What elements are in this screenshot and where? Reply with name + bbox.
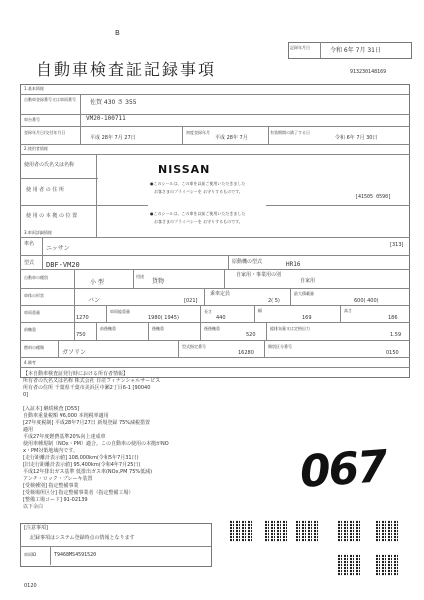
first-reg-label: 登録年月日/交付年月日: [24, 130, 66, 135]
type-number-label: 型式指定番号: [182, 344, 206, 349]
qr-code-5: [376, 520, 398, 542]
front-axle-label: 前軸重: [24, 327, 36, 332]
remarks-line: [受検種別] 指定整備事業: [23, 483, 79, 489]
kind-value: 小 型: [90, 279, 104, 286]
qr-code-4: [338, 520, 360, 542]
document-title: 自動車検査証記録事項: [36, 60, 217, 79]
make-label: 車名: [24, 241, 35, 247]
form-b-mark: B: [115, 29, 120, 37]
page-code: 0120: [24, 583, 37, 589]
expiry-label: 有効期間の満了する日: [270, 130, 310, 135]
usage-base-label: 使 用 の 本 拠 の 位 置: [26, 213, 78, 219]
remarks-line: 使用車種規制（NOx・PM）適合。この自動車の使用の本拠がNO: [23, 441, 169, 447]
class-number-value: 0150: [386, 350, 399, 356]
front-axle-value: 750: [76, 332, 86, 338]
height-value: 186: [388, 315, 398, 321]
rear-rear-axle-label: 後後軸重: [204, 326, 220, 331]
reg-number-label: 自動車登録番号又は車両番号: [24, 97, 76, 102]
engine-label: 原動機の型式: [232, 259, 263, 265]
privacy-sticker: [148, 158, 266, 210]
use-value: 貨物: [152, 278, 165, 285]
notes-text: 記録事項はシステム登録時点の情報となります: [30, 535, 135, 541]
body-code: [021]: [184, 298, 198, 304]
type-number-value: 16280: [238, 350, 254, 356]
length-label: 長さ: [204, 309, 212, 314]
fuel-label: 燃料の種類: [24, 345, 44, 350]
qr-code-1: [230, 520, 252, 542]
document-number: 913230148169: [350, 69, 387, 75]
reg-number-value: 佐賀 430 さ 355: [90, 99, 137, 106]
body-value: バン: [88, 297, 101, 304]
sticker-code: [41505 0590]: [355, 194, 392, 200]
remarks-line: 0]: [23, 392, 29, 398]
user-section-title: 2.使用者情報: [24, 146, 48, 151]
displacement-value: 1.59: [390, 332, 402, 338]
qr-code-3: [296, 520, 318, 542]
make-code: [313]: [390, 242, 404, 248]
remarks-line: [走行距離計表示値] 108,000km(令和5年7月31日): [23, 455, 139, 461]
vehicle-id-label: 車両ID: [24, 552, 37, 557]
user-name-label: 使用者の氏名又は名称: [24, 162, 75, 168]
privacy-sticker-lower: [148, 208, 266, 232]
engine-value: HR16: [286, 261, 301, 268]
remarks-line: 所有者の氏名又は名称 株式会社 日産フィナンシャルサービス: [23, 378, 161, 384]
max-load-label: 最大積載量: [294, 291, 314, 296]
rear-rear-axle-value: 520: [246, 332, 256, 338]
purpose-label: 自家用・事業用の別: [236, 272, 282, 278]
remarks-line: 所有者の住所 千葉県千葉市美浜区中瀬2丁目6-1 [90040: [23, 385, 151, 391]
max-load-value: 600( 400): [354, 298, 379, 304]
fuel-value: ガソリン: [62, 349, 87, 356]
sticker-line-1: ●このシールは、この車を以前ご使用いただきました: [150, 181, 246, 186]
remarks-line: 適用: [23, 427, 34, 433]
make-value: ニッサン: [46, 245, 70, 252]
model-label: 型式: [24, 260, 35, 266]
first-reg-value: 平成 28年 7月 27日: [90, 135, 136, 141]
vin-label: 車台番号: [24, 117, 40, 122]
first-year-label: 初度登録年月: [186, 130, 210, 135]
notes-label: [注意事項]: [24, 525, 48, 531]
vin-value: VM20-100711: [86, 115, 126, 122]
weight-value: 1270: [76, 315, 89, 321]
remarks-line: 平成12年排出ガス基準 低排出ガス車(NOx,PM 75%低減): [23, 469, 153, 475]
class-number-label: 類別区分番号: [268, 344, 292, 349]
sticker-line-2: お客さまのプライバシーを お守りするものです。: [154, 189, 243, 194]
handwritten-number: 067: [298, 441, 388, 498]
remarks-section-title: 4.備考: [24, 360, 36, 365]
purpose-value: 自家用: [300, 278, 316, 284]
gross-label: 車両総重量: [110, 309, 130, 314]
basic-section-title: 1.基本情報: [24, 86, 44, 91]
capacity-label: 乗車定員: [210, 291, 231, 297]
front-rear-axle-label: 前後軸重: [100, 326, 116, 331]
remarks-line: [整備工場コード] 91-02139: [23, 497, 88, 503]
sticker-lower-line-1: ●このシールは、この車を以前ご使用いただきました: [150, 211, 246, 216]
remarks-line: [入証本] 継続検査 [D55]: [23, 406, 80, 412]
weight-label: 車両重量: [24, 310, 40, 315]
qr-code-2: [265, 520, 287, 542]
width-value: 169: [302, 315, 312, 321]
length-value: 440: [216, 315, 226, 321]
nissan-logo: NISSAN: [158, 163, 211, 176]
qr-code-6: [338, 554, 360, 576]
vehicle-section-title: 3.車両詳細情報: [24, 230, 52, 235]
remarks-line: 以下余白: [23, 504, 44, 510]
notes-box: [20, 523, 212, 567]
record-date-value: 令和 6年 7月 31日: [330, 47, 381, 54]
user-address-label: 使 用 者 の 住 所: [26, 187, 64, 193]
body-label: 車体の形状: [24, 293, 44, 298]
sticker-lower-line-2: お客さまのプライバシーを お守りするものです。: [154, 219, 243, 224]
first-year-value: 平成 28年 7月: [215, 135, 248, 141]
height-label: 高さ: [344, 308, 352, 313]
remarks-line: 自動車重量税額 ¥6,000 本則税率適用: [23, 413, 109, 419]
remarks-line: [旧走行距離計表示値] 95,400km(令和4年7月25日): [23, 462, 141, 468]
remarks-line: [27年度税制] 平成28年7月27日 新規登録 75%減税措置: [23, 420, 151, 426]
vehicle-id-value: T9468MS4591520: [54, 552, 97, 558]
remarks-line: 【本自動車検査証発行時における所有者情報】: [23, 371, 129, 377]
record-date-label: 記録年月日: [290, 45, 310, 50]
remarks-line: [受検場所区分] 指定整備事業者（指定整備工場）: [23, 490, 134, 496]
rear-axle-label: 後軸重: [152, 326, 164, 331]
displacement-label: 総排気量又は定格出力: [270, 326, 310, 331]
use-label: 用途: [136, 274, 144, 279]
kind-label: 自動車の種別: [24, 275, 48, 280]
remarks-line: 平成27年度燃費基準20%向上達成車: [23, 434, 106, 440]
remarks-line: x・PM対策地域内です。: [23, 448, 78, 454]
width-label: 幅: [258, 308, 262, 313]
gross-value: 1980( 1945): [148, 315, 179, 321]
remarks-line: アンチ・ロック・ブレーキ装置: [23, 476, 93, 482]
expiry-value: 令和 6年 7月 30日: [335, 135, 378, 141]
qr-code-7: [376, 554, 398, 576]
capacity-value: 2( 5): [268, 298, 280, 304]
model-value: DBF-VM20: [46, 261, 80, 269]
